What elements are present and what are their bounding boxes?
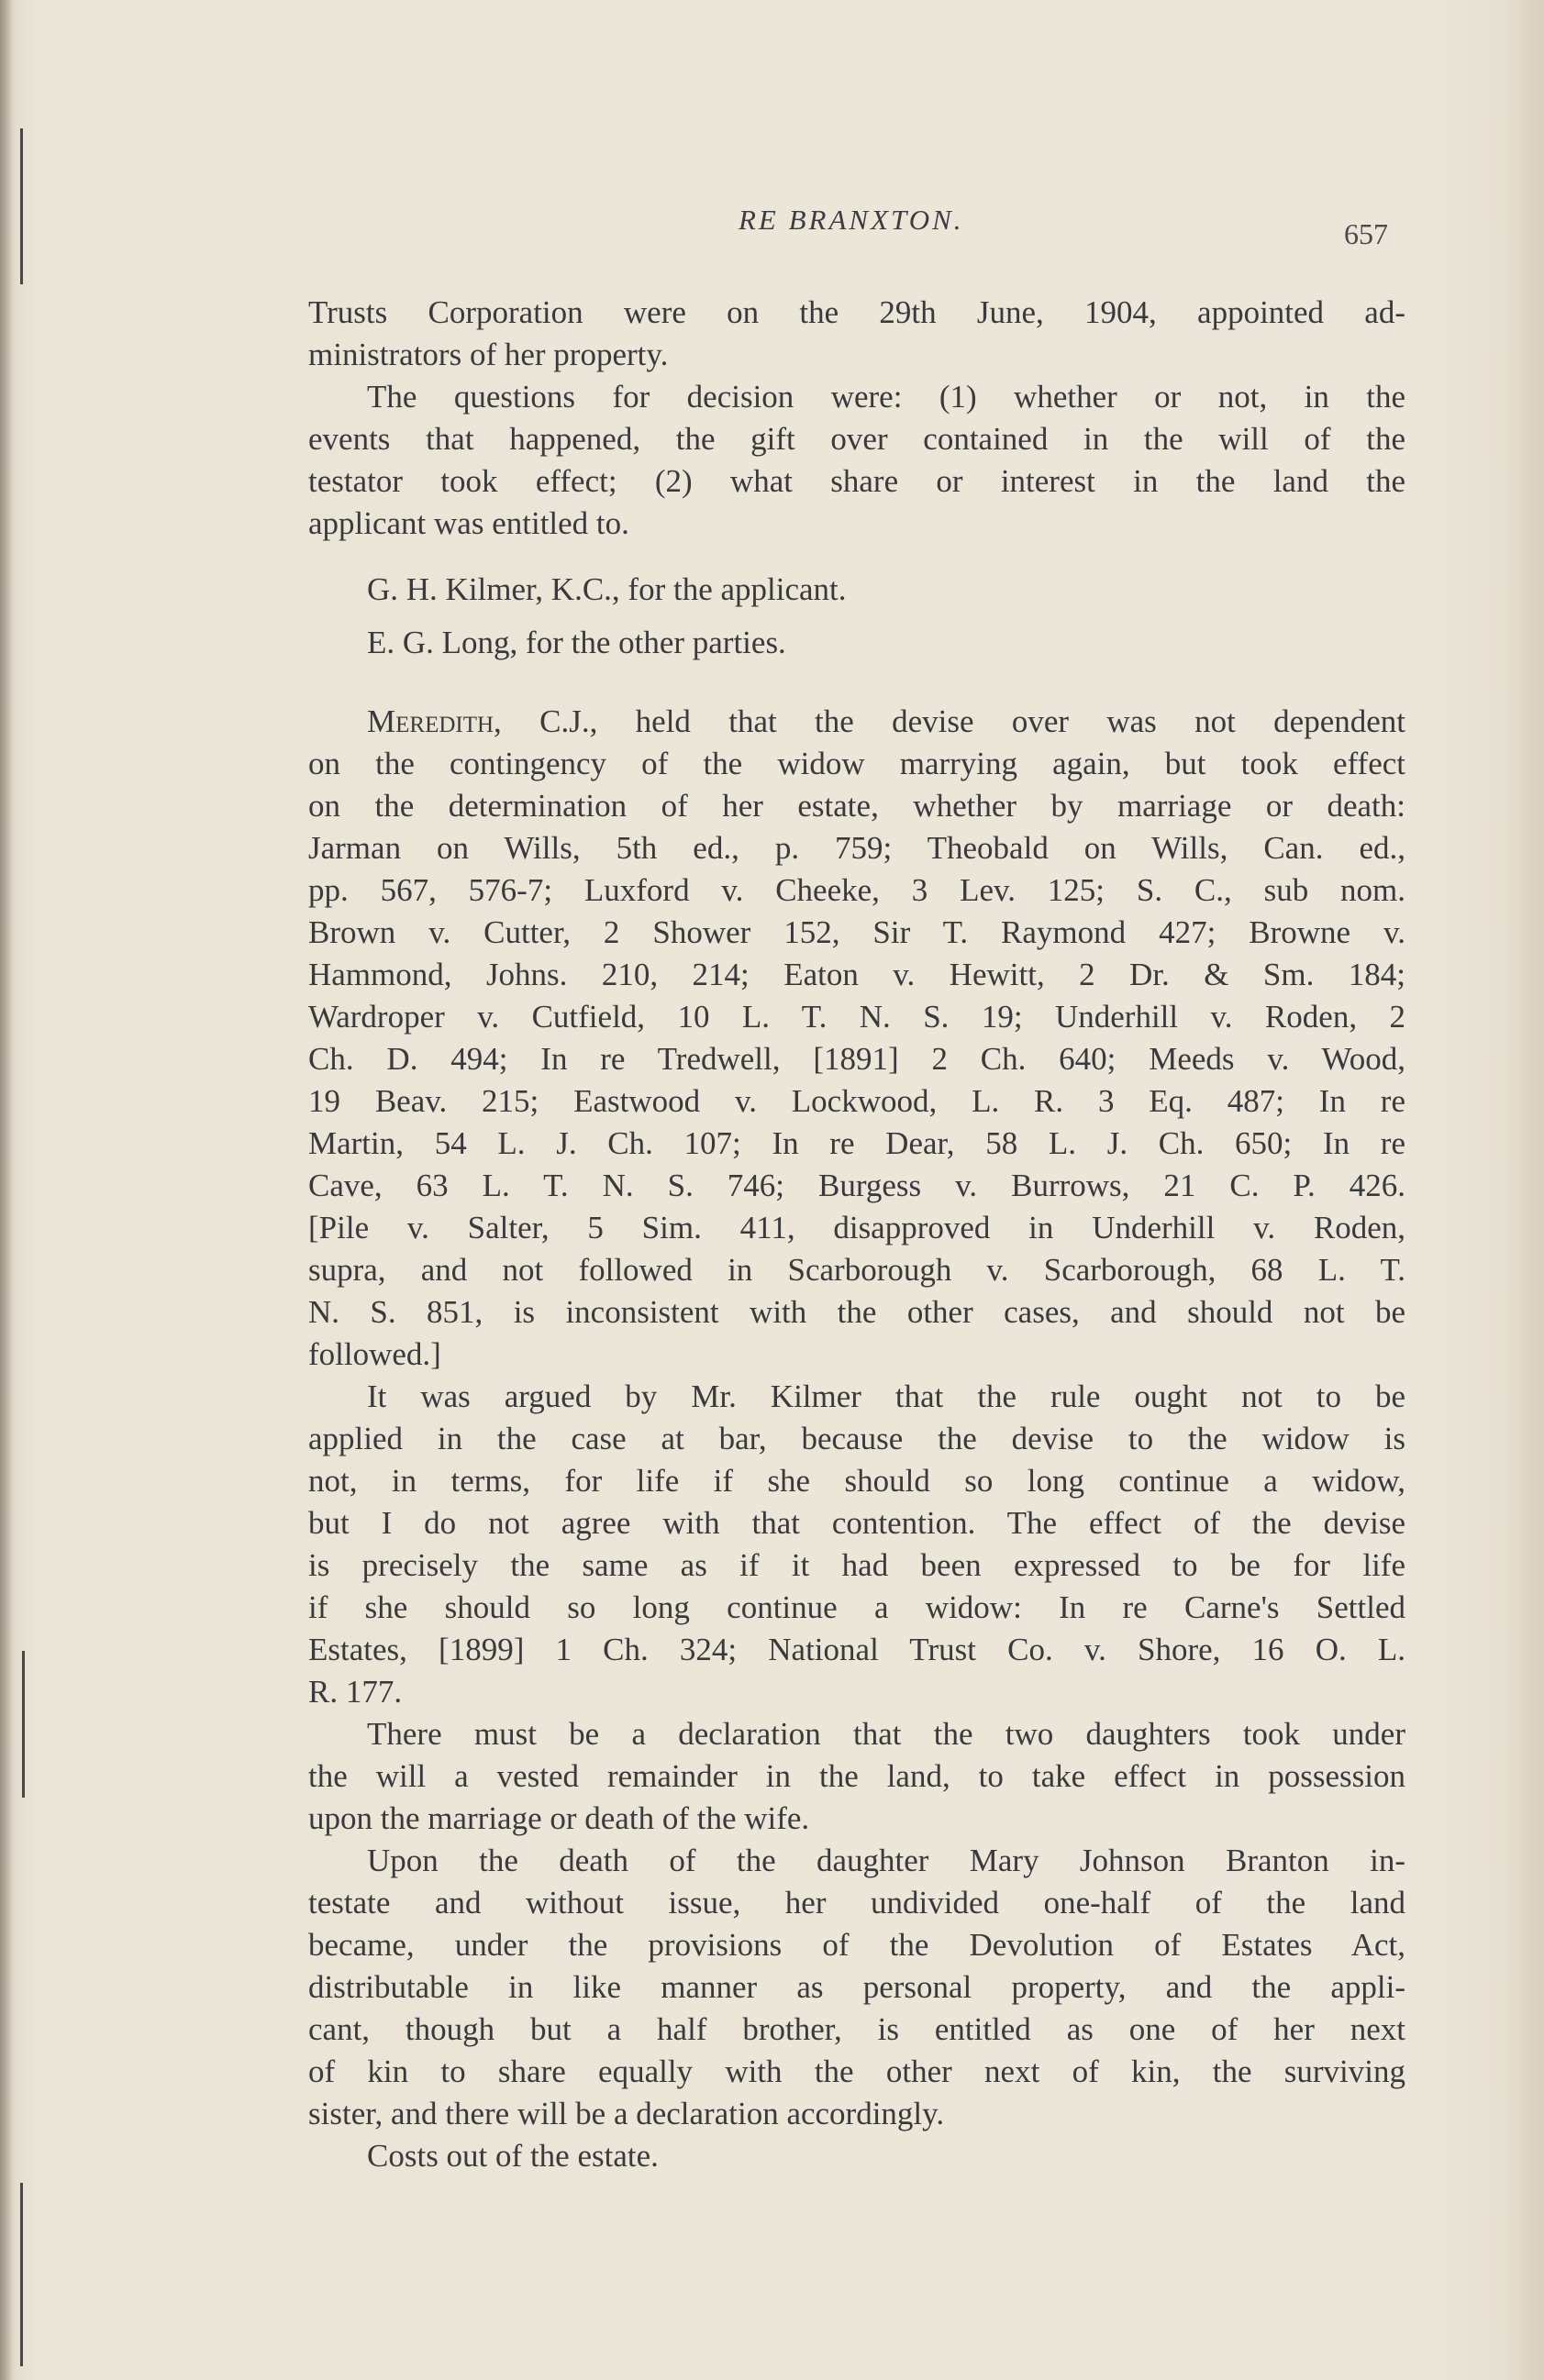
text-line: cant, though but a half brother, is entitled as one of her next bbox=[308, 2011, 1405, 2047]
text-line: testate and without issue, her undivided one-half of the land bbox=[308, 1885, 1405, 1921]
judge-name: Meredith, bbox=[367, 703, 502, 739]
text-line: of kin to share equally with the other next of kin, the surviving bbox=[308, 2053, 1405, 2089]
text-line: on the contingency of the widow marrying again, but took effect bbox=[308, 746, 1405, 781]
text-line: R. 177. bbox=[308, 1674, 403, 1710]
text-line: testator took effect; (2) what share or interest in the land the bbox=[308, 463, 1405, 499]
page-header bbox=[0, 204, 1544, 249]
text-line: applied in the case at bar, because the devise to the widow is bbox=[308, 1421, 1405, 1456]
text-line: sister, and there will be a declaration accordingly. bbox=[308, 2096, 945, 2131]
text-line: events that happened, the gift over contained in the will of the bbox=[308, 421, 1405, 457]
text-line: Martin, 54 L. J. Ch. 107; In re Dear, 58 L. J. Ch. 650; In re bbox=[308, 1125, 1405, 1161]
text-line: ministrators of her property. bbox=[308, 337, 669, 372]
text-line: Jarman on Wills, 5th ed., p. 759; Theobald on Wills, Can. ed., bbox=[308, 830, 1405, 866]
text-line: There must be a declaration that the two daughters took under bbox=[367, 1716, 1405, 1752]
text-line: if she should so long continue a widow: In re Carne's Settled bbox=[308, 1589, 1405, 1625]
text-line: Trusts Corporation were on the 29th June, 1904, appointed ad- bbox=[308, 294, 1405, 330]
text-line: is precisely the same as if it had been expressed to be for life bbox=[308, 1547, 1405, 1583]
text-line: The questions for decision were: (1) whether or not, in the bbox=[367, 379, 1405, 415]
text-line: Costs out of the estate. bbox=[367, 2138, 659, 2174]
text-line: not, in terms, for life if she should so long continue a widow, bbox=[308, 1463, 1405, 1499]
judgment-first-text: C.J., held that the devise over was not dependent bbox=[501, 703, 1405, 739]
text-line: N. S. 851, is inconsistent with the other cases, and should not be bbox=[308, 1294, 1405, 1330]
text-line: Ch. D. 494; In re Tredwell, [1891] 2 Ch. 640; Meeds v. Wood, bbox=[308, 1041, 1405, 1077]
text-line: It was argued by Mr. Kilmer that the rule ought not to be bbox=[367, 1378, 1405, 1414]
text-line: followed.] bbox=[308, 1336, 441, 1372]
text-line: on the determination of her estate, whether by marriage or death: bbox=[308, 788, 1405, 824]
text-line: Brown v. Cutter, 2 Shower 152, Sir T. Raymond 427; Browne v. bbox=[308, 914, 1405, 950]
text-line: Upon the death of the daughter Mary Johnson Branton in- bbox=[367, 1843, 1405, 1878]
text-line: applicant was entitled to. bbox=[308, 505, 629, 541]
counsel-line: G. H. Kilmer, K.C., for the applicant. bbox=[367, 571, 847, 607]
text-line: supra, and not followed in Scarborough v. Scarborough, 68 L. T. bbox=[308, 1252, 1405, 1288]
text-line: the will a vested remainder in the land, to take effect in possession bbox=[308, 1758, 1405, 1794]
text-line: upon the marriage or death of the wife. bbox=[308, 1800, 810, 1836]
book-spine-shadow bbox=[0, 0, 13, 2380]
text-line: became, under the provisions of the Devolution of Estates Act, bbox=[308, 1927, 1405, 1963]
text-line: [Pile v. Salter, 5 Sim. 411, disapproved in Underhill v. Roden, bbox=[308, 1210, 1405, 1245]
text-line: pp. 567, 576-7; Luxford v. Cheeke, 3 Lev. 125; S. C., sub nom. bbox=[308, 872, 1405, 908]
running-title: RE BRANXTON. bbox=[739, 204, 964, 236]
text-line: but I do not agree with that contention. The effect of the devise bbox=[308, 1505, 1405, 1541]
text-line: distributable in like manner as personal property, and the appli- bbox=[308, 1969, 1405, 2005]
judgment-first-line bbox=[308, 701, 1405, 743]
body-text bbox=[308, 292, 1405, 2177]
text-line: Wardroper v. Cutfield, 10 L. T. N. S. 19; Underhill v. Roden, 2 bbox=[308, 999, 1405, 1035]
text-line: Cave, 63 L. T. N. S. 746; Burgess v. Burrows, 21 C. P. 426. bbox=[308, 1168, 1405, 1203]
edge-mark bbox=[20, 2183, 23, 2366]
edge-mark bbox=[22, 1651, 25, 1798]
text-line: 19 Beav. 215; Eastwood v. Lockwood, L. R. 3 Eq. 487; In re bbox=[308, 1083, 1405, 1119]
text-line: Hammond, Johns. 210, 214; Eaton v. Hewitt, 2 Dr. & Sm. 184; bbox=[308, 957, 1405, 992]
counsel-line: E. G. Long, for the other parties. bbox=[367, 625, 786, 660]
text-line: Estates, [1899] 1 Ch. 324; National Trust Co. v. Shore, 16 O. L. bbox=[308, 1632, 1405, 1667]
page-number: 657 bbox=[1344, 217, 1388, 250]
